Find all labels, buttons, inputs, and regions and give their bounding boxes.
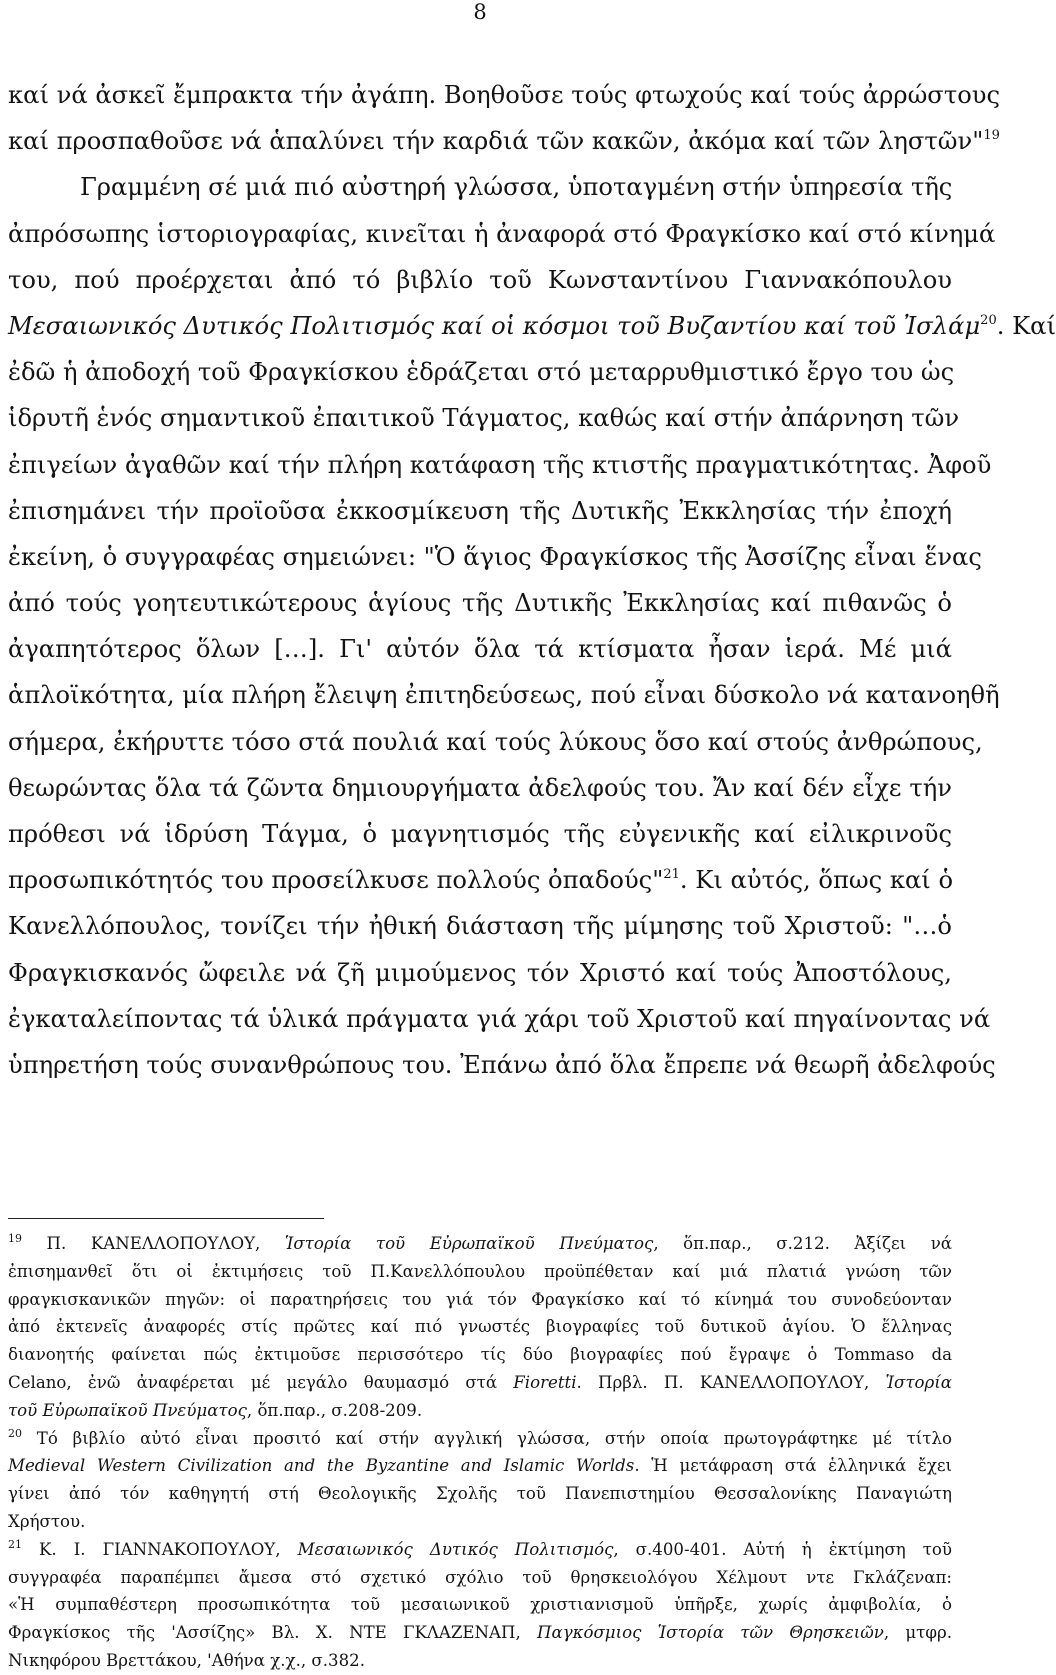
text-line: ἀπό τούς γοητευτικώτερους ἁγίους τῆς Δυτικῆς Ἐκκλησίας καί πιθανῶς ὁ (8, 589, 952, 618)
footnote-number: 21 (8, 1537, 22, 1551)
footnote-line: γίνει ἀπό τόν καθηγητή στή Θεολογικῆς Σχολῆς τοῦ Πανεπιστημίου Θεσσαλονίκης Παναγιώτη (8, 1484, 952, 1504)
text-line: Κανελλόπουλος, τονίζει τήν ἠθική διάσταση τῆς μίμησης τοῦ Χριστοῦ: "…ὁ (8, 912, 952, 941)
text-line: ἐκείνη, ὁ συγγραφέας σημειώνει: "Ὁ ἅγιος Φραγκίσκος τῆς Ἀσσίζης εἶναι ἕνας (8, 542, 982, 571)
book-title: Μεσαιωνικός Δυτικός Πολιτισμός καί οἱ κόσμοι τοῦ Βυζαντίου καί τοῦ Ἰσλάμ (8, 311, 981, 340)
footnote-20: $^{20}$ Τό βιβλίο αὐτό εἶναι προσιτό καί στήν αγγλική γλώσσα, στήν οποία πρωτογράφτηκε μέ τίτλο (8, 1426, 952, 1448)
footnote-number: 19 (8, 1232, 22, 1245)
footnote-ref-20[interactable]: 20 (980, 312, 997, 328)
text-line: σήμερα, ἐκήρυττε τόσο στά πουλιά καί τούς λύκους ὅσο καί στούς ἀνθρώπους, (8, 727, 983, 756)
text-line: ἐπισημάνει τήν προϊοῦσα ἐκκοσμίκευση τῆς Δυτικῆς Ἐκκλησίας τήν ἐποχή (8, 496, 952, 525)
footnote-line: τοῦ Εὐρωπαϊκοῦ Πνεύματος, ὅπ.παρ., σ.208-209. (8, 1400, 423, 1420)
text-line: καί προσπαθοῦσε νά ἁπαλύνει τήν καρδιά τῶν κακῶν, ἀκόμα καί τῶν ληστῶν"$^{19}$ (8, 127, 1000, 156)
footnote-separator (8, 1218, 324, 1219)
paragraph-first-line: Γραμμένη σέ μιά πιό αὐστηρή γλώσσα, ὑποταγμένη στήν ὑπηρεσία τῆς (80, 173, 953, 202)
text-line: ἐδῶ ἡ ἀποδοχή τοῦ Φραγκίσκου ἑδράζεται στό μεταρρυθμιστικό ἔργο του ὡς (8, 358, 955, 387)
footnote-line: «Ἡ συμπαθέστερη προσωπικότητα τοῦ μεσαιωνικοῦ χριστιανισμοῦ ὑπῆρξε, χωρίς ἀμφιβολία, ὁ (8, 1595, 952, 1615)
footnote-line: Νικηφόρου Βρεττάκου, 'Αθήνα χ.χ., σ.382. (8, 1650, 365, 1670)
text-line: ἱδρυτῆ ἑνός σημαντικοῦ ἐπαιτικοῦ Τάγματος, καθώς καί στήν ἀπάρνηση τῶν (8, 404, 960, 433)
text-line: ἐπιγείων ἀγαθῶν καί τήν πλήρη κατάφαση τῆς κτιστῆς πραγματικότητας. Ἀφοῦ (8, 450, 992, 479)
text-line: Φραγκισκανός ὤφειλε νά ζῆ μιμούμενος τόν Χριστό καί τούς Ἀποστόλους, (8, 958, 952, 987)
text-line: ἐγκαταλείποντας τά ὑλικά πράγματα γιά χάρι τοῦ Χριστοῦ καί πηγαίνοντας νά (8, 1004, 991, 1033)
footnote-21: $^{21}$ Κ. Ι. ΓΙΑΝΝΑΚΟΠΟΥΛΟΥ, Μεσαιωνικός Δυτικός Πολιτισμός, σ.400-401. Αὐτή ἡ ἐκτίμηση τοῦ (8, 1537, 953, 1559)
footnote-line: συγγραφέα παραπέμπει ἄμεσα στό σχετικό σχόλιο τοῦ θρησκειολόγου Χέλμουτ ντε Γκλάζεναπ: (8, 1567, 952, 1587)
text-line: του, πού προέρχεται ἀπό τό βιβλίο τοῦ Κωνσταντίνου Γιαννακόπουλου (8, 265, 952, 294)
footnote-line: διανοητής φαίνεται πώς ἐκτιμοῦσε περισσότερο τίς δύο βιογραφίες πού ἔγραψε ὁ Tommaso da (8, 1345, 952, 1365)
footnote-number: 20 (8, 1426, 22, 1440)
footnote-line: ἀπό ἐκτενεῖς ἀναφορές στίς πρῶτες καί πιό γνωστές βιογραφίες τοῦ δυτικοῦ ἁγίου. Ὁ ἕλληνας (8, 1317, 952, 1337)
footnote-line: ἐπισημανθεῖ ὅτι οἱ ἐκτιμήσεις τοῦ Π.Κανελλόπουλου προϋπέθεταν καί μιά πλατιά γνώση τῶν (8, 1261, 952, 1281)
footnote-ref-21[interactable]: 21 (663, 867, 680, 883)
footnote-line: Medieval Western Civilization and the Byzantine and Islamic Worlds. Ἡ μετάφραση στά ἑλληνικά ἔχει (8, 1456, 952, 1476)
footnote-ref-19[interactable]: 19 (983, 128, 1000, 144)
text-line: Μεσαιωνικός Δυτικός Πολιτισμός καί οἱ κόσμοι τοῦ Βυζαντίου καί τοῦ Ἰσλάμ$^{20}$. Καί (8, 311, 1056, 340)
text-line: θεωρώντας ὅλα τά ζῶντα δημιουργήματα ἀδελφούς του. Ἄν καί δέν εἶχε τήν (8, 773, 952, 802)
text-line: ἀπρόσωπης ἱστοριογραφίας, κινεῖται ἡ ἀναφορά στό Φραγκίσκο καί στό κίνημά (8, 219, 996, 248)
footnote-line: Χρήστου. (8, 1511, 86, 1531)
footnotes (8, 1230, 952, 1675)
footnote-line: φραγκισκανικῶν πηγῶν: οἱ παρατηρήσεις του γιά τόν Φραγκίσκο καί τό κίνημά του συνοδεύονταν (8, 1289, 952, 1309)
main-text (8, 72, 1056, 1088)
page-number: 8 (473, 0, 487, 24)
text-line: ἁπλοϊκότητα, μία πλήρη ἔλειψη ἐπιτηδεύσεως, πού εἶναι δύσκολο νά κατανοηθῆ (8, 681, 1000, 710)
footnote-19: $^{19}$ Π. ΚΑΝΕΛΛΟΠΟΥΛΟΥ, Ἱστορία τοῦ Εὐρωπαϊκοῦ Πνεύματος, ὅπ.παρ., σ.212. Ἀξίζει νά (8, 1232, 952, 1253)
text-line: ὑπηρετήση τούς συνανθρώπους του. Ἐπάνω ἀπό ὅλα ἔπρεπε νά θεωρῆ ἀδελφούς (8, 1050, 996, 1079)
text-line: καί νά ἀσκεῖ ἔμπρακτα τήν ἀγάπη. Βοηθοῦσε τούς φτωχούς καί τούς ἀρρώστους (8, 81, 1001, 109)
footnote-line: Celano, ἐνῶ ἀναφέρεται μέ μεγάλο θαυμασμό στά Fioretti. Πρβλ. Π. ΚΑΝΕΛΛΟΠΟΥΛΟΥ, Ἱστορία (8, 1372, 952, 1392)
text-line: πρόθεσι νά ἱδρύση Τάγμα, ὁ μαγνητισμός τῆς εὐγενικῆς καί εἰλικρινοῦς (8, 820, 952, 848)
text-line: ἀγαπητότερος ὅλων […]. Γι' αὐτόν ὅλα τά κτίσματα ἦσαν ἱερά. Μέ μιά (8, 635, 952, 664)
text-line: προσωπικότητός του προσείλκυσε πολλούς ὀπαδούς"$^{21}$. Κι αὐτός, ὅπως καί ὁ (8, 866, 954, 895)
footnote-line: Φραγκίσκος τῆς 'Ασσίζης» Βλ. Χ. ΝΤΕ ΓΚΛΑΖΕΝΑΠ, Παγκόσμιος Ἱστορία τῶν Θρησκειῶν, μτφρ. (8, 1623, 953, 1643)
